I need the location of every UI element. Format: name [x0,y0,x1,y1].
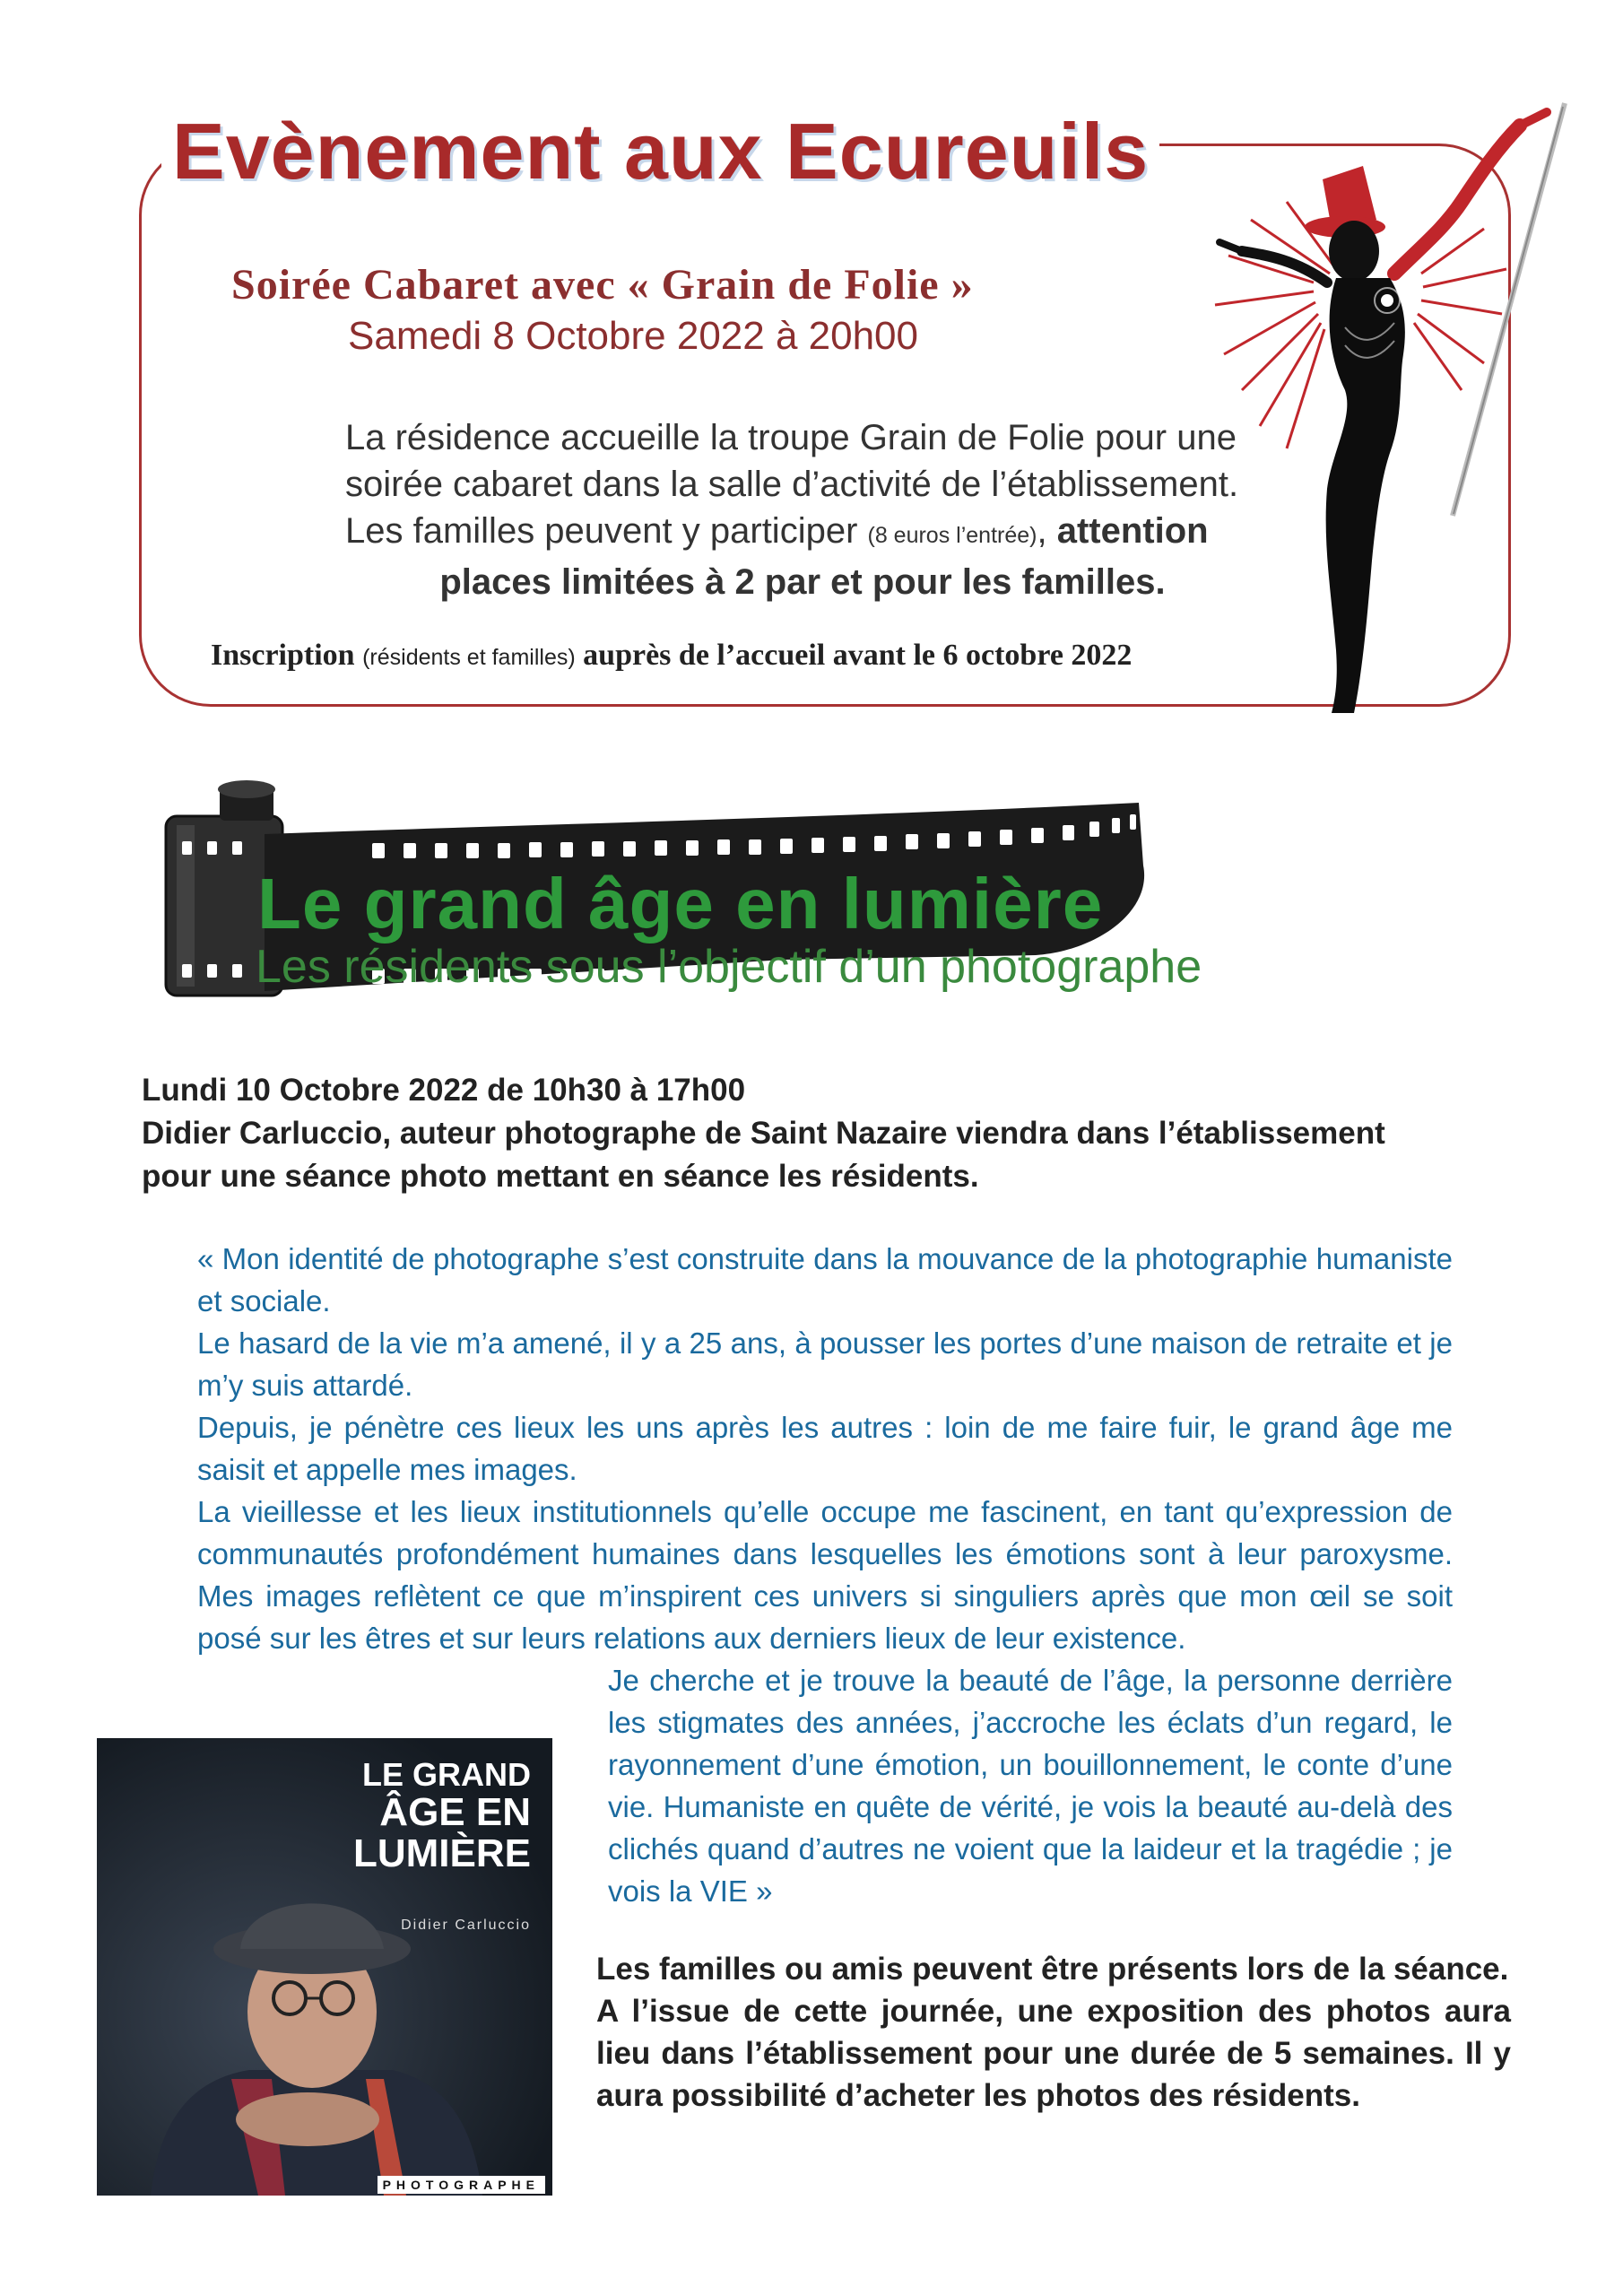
photo-session-line: pour une séance photo mettant en séance les résidents. [142,1159,979,1194]
cabaret-body-line: La résidence accueille la troupe Grain de Folie pour une [345,418,1237,457]
book-title-line: LE GRAND [362,1756,531,1793]
quote-paragraph: Depuis, je pénètre ces lieux les uns après les autres : loin de me faire fuir, le grand âge me saisit et appelle mes images. [197,1411,1453,1486]
book-cover [97,1738,552,2196]
closing-info [596,1948,1511,2117]
photo-session-info [142,1069,1505,1198]
quote-paragraph: Le hasard de la vie m’a amené, il y a 25 ans, à pousser les portes d’une maison de retraite et je m’y suis attardé. [197,1326,1453,1402]
inscription-label: Inscription [211,639,363,672]
attention-label: attention [1056,511,1209,551]
book-title-line: ÂGE EN [379,1789,531,1834]
book-title-line: LUMIÈRE [353,1831,531,1875]
quote-paragraph: Je cherche et je trouve la beauté de l’âge, la personne derrière les stigmates des années, j’accroche les éclats d’un regard, le rayonnement d’une émotion, un bouillonnement, le conte d’une vie. Humaniste en quête de vérité, je vois la beauté au-delà des clichés quand d’autres ne voient que la laideur et la tragédie ; je vois la VIE » [608,1664,1453,1908]
photo-session-date: Lundi 10 Octobre 2022 de 10h30 à 17h00 [142,1073,746,1108]
book-publisher-tag: PHOTOGRAPHE [378,2176,545,2194]
quote-paragraph: La vieillesse et les lieux institutionnels qu’elle occupe me fascinent, en tant qu’expression de communautés profondément humaines dans lesquelles les émotions sont à leur paroxysme. Mes images reflètent ce que m’inspirent ces univers si singuliers après que mon œil se soit posé sur les êtres et sur leurs relations aux derniers lieux de leur existence. [197,1495,1453,1655]
cabaret-dancer-illustration [1152,94,1601,713]
event-title: Evènement aux Ecureuils [161,112,1159,191]
inscription-audience: (résidents et familles) [362,645,576,670]
book-author: Didier Carluccio [401,1918,531,1933]
inscription-notice [211,639,1139,673]
entry-price: (8 euros l’entrée) [867,523,1037,548]
book-title [353,1758,531,1874]
cabaret-date: Samedi 8 Octobre 2022 à 20h00 [348,314,919,358]
cabaret-body-line: soirée cabaret dans la salle d’activité de l’établissement. [345,465,1239,504]
inscription-deadline: auprès de l’accueil avant le 6 octobre 2022 [575,639,1133,672]
quote-paragraph: « Mon identité de photographe s’est construite dans la mouvance de la photographie humaniste et sociale. [197,1242,1453,1318]
cabaret-body-text: , [1037,511,1057,551]
banner-subtitle: Les résidents sous l’objectif d’un photographe [256,941,1202,993]
closing-paragraph: Les familles ou amis peuvent être présents lors de la séance. [596,1952,1509,1987]
photo-session-line: Didier Carluccio, auteur photographe de Saint Nazaire viendra dans l’établissement [142,1116,1385,1151]
places-limit-notice: places limitées à 2 par et pour les familles. [439,562,1166,602]
banner-title: Le grand âge en lumière [257,864,1104,944]
cabaret-title: Soirée Cabaret avec « Grain de Folie » [231,261,974,309]
cabaret-body-text: Les familles peuvent y participer [345,511,868,551]
photographer-quote [197,1238,1453,1659]
closing-paragraph: A l’issue de cette journée, une exposition des photos aura lieu dans l’établissement pour une durée de 5 semaines. Il y aura possibilité d’acheter les photos des résidents. [596,1994,1511,2113]
